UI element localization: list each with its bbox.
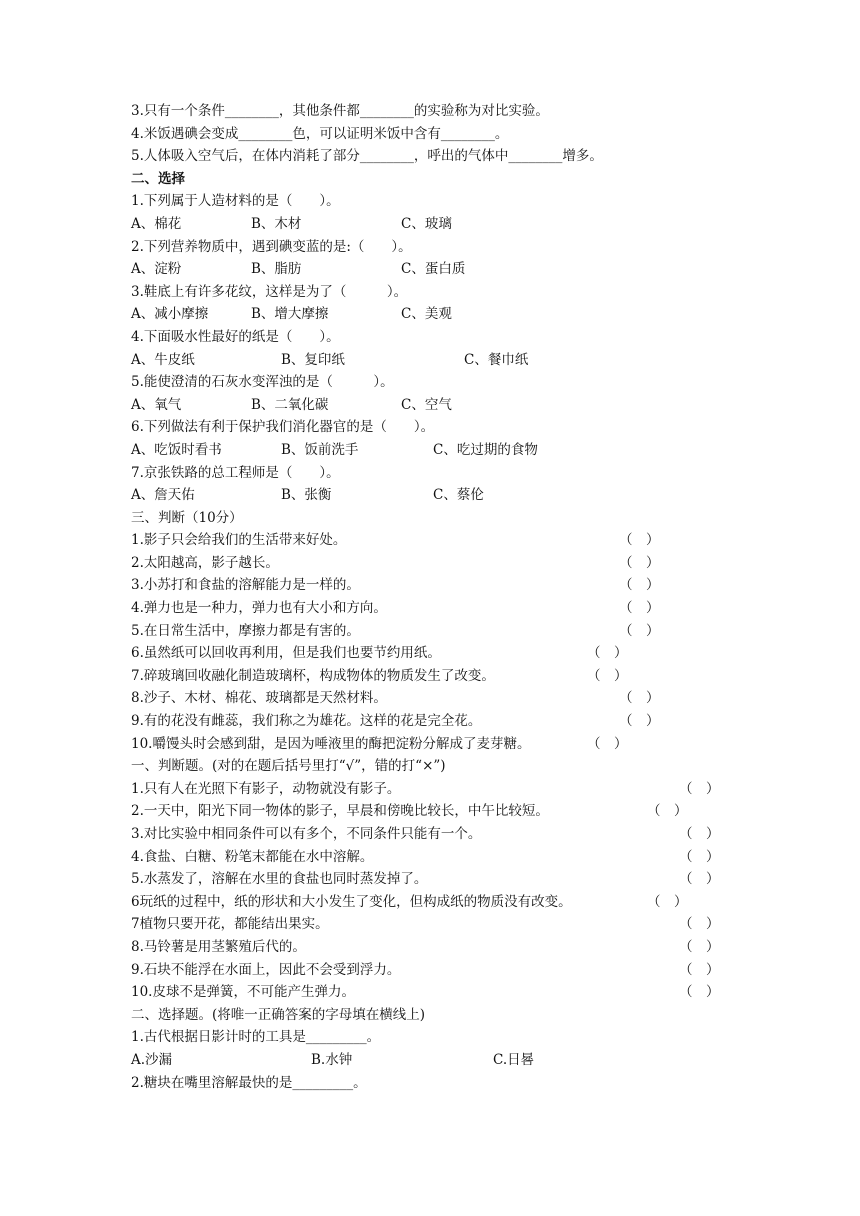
answer-parentheses: （ ） <box>679 984 720 1001</box>
choice2-question-1: 1.古代根据日影计时的工具是_________。 <box>131 1029 381 1046</box>
judge2-item-5 <box>131 868 751 891</box>
judge2-item-1 <box>131 778 751 801</box>
option-b: B、二氧化碳 <box>251 396 329 413</box>
option-a: A.沙漏 <box>131 1051 173 1068</box>
judge-item-9 <box>131 710 751 733</box>
judge2-item-10 <box>131 981 751 1004</box>
choice-question-1: 1.下列属于人造材料的是（ ）。 <box>131 193 340 210</box>
choice-options-3 <box>131 303 751 326</box>
judge-item-5 <box>131 620 751 643</box>
choice-question-5: 5.能使澄清的石灰水变浑浊的是（ ）。 <box>131 374 394 391</box>
option-a: A、吃饭时看书 <box>131 441 222 458</box>
answer-parentheses: （ ） <box>619 690 660 707</box>
option-a: A、棉花 <box>131 215 182 232</box>
judge-text: 9.石块不能浮在水面上，因此不会受到浮力。 <box>131 961 401 978</box>
fill-question-3: 3.只有一个条件________，其他条件都________的实验称为对比实验。 <box>131 103 549 119</box>
option-b: B、张衡 <box>281 487 332 504</box>
judge-text: 1.影子只会给我们的生活带来好处。 <box>131 532 347 549</box>
judge-item-7 <box>131 665 751 688</box>
section-title-choice-2: 二、选择题。(将唯一正确答案的字母填在横线上) <box>131 1006 426 1023</box>
worksheet <box>131 100 751 1094</box>
judge-item-4 <box>131 597 751 620</box>
choice-options-5 <box>131 394 751 417</box>
answer-parentheses: （ ） <box>587 667 628 684</box>
choice2-options-1 <box>131 1049 751 1072</box>
choice-options-1 <box>131 213 751 236</box>
judge2-item-6 <box>131 891 751 914</box>
option-a: A、氧气 <box>131 396 182 413</box>
answer-parentheses: （ ） <box>619 600 660 617</box>
judge-item-2 <box>131 552 751 575</box>
answer-parentheses: （ ） <box>647 803 688 820</box>
choice-options-6 <box>131 439 751 462</box>
option-b: B、复印纸 <box>281 351 345 368</box>
judge-item-10 <box>131 733 751 756</box>
judge-text: 6玩纸的过程中，纸的形状和大小发生了变化，但构成纸的物质没有改变。 <box>131 893 572 910</box>
judge-text: 4.食盐、白糖、粉笔末都能在水中溶解。 <box>131 848 374 865</box>
answer-parentheses: （ ） <box>679 938 720 955</box>
answer-parentheses: （ ） <box>679 871 720 888</box>
choice-question-4: 4.下面吸水性最好的纸是（ ）。 <box>131 328 340 345</box>
judge2-item-8 <box>131 936 751 959</box>
choice-question-2: 2.下列营养物质中，遇到碘变蓝的是:（ ）。 <box>131 238 412 255</box>
fill-question-4: 4.米饭遇碘会变成________色，可以证明米饭中含有________。 <box>131 125 509 142</box>
answer-parentheses: （ ） <box>587 645 628 662</box>
answer-parentheses: （ ） <box>679 826 720 842</box>
judge-text: 5.在日常生活中，摩擦力都是有害的。 <box>131 622 360 639</box>
option-c: C、蔡伦 <box>433 487 484 504</box>
judge2-item-2 <box>131 800 751 823</box>
judge2-item-9 <box>131 959 751 982</box>
option-a: A、减小摩擦 <box>131 306 209 323</box>
judge-text: 4.弹力也是一种力，弹力也有大小和方向。 <box>131 600 387 617</box>
answer-parentheses: （ ） <box>647 893 688 910</box>
answer-parentheses: （ ） <box>619 622 660 639</box>
judge-text: 6.虽然纸可以回收再利用，但是我们也要节约用纸。 <box>131 645 441 662</box>
judge-text: 9.有的花没有雌蕊，我们称之为雄花。这样的花是完全花。 <box>131 713 482 730</box>
answer-parentheses: （ ） <box>619 713 660 730</box>
judge-text: 3.小苏打和食盐的溶解能力是一样的。 <box>131 577 360 594</box>
fill-question-5: 5.人体吸入空气后，在体内消耗了部分________，呼出的气体中________增多。 <box>131 148 603 165</box>
answer-parentheses: （ ） <box>679 961 720 978</box>
choice2-question-2: 2.糖块在嘴里溶解最快的是_________。 <box>131 1074 367 1091</box>
option-c: C、蛋白质 <box>401 261 466 278</box>
judge-text: 8.沙子、木材、棉花、玻璃都是天然材料。 <box>131 690 387 707</box>
section-title-judge: 三、判断（10分） <box>131 509 243 526</box>
choice-options-7 <box>131 484 751 507</box>
section-title-judge-2: 一、判断题。(对的在题后括号里打“√”，错的打“×”) <box>131 758 446 775</box>
option-a: A、牛皮纸 <box>131 351 195 368</box>
judge-text: 10.嚼馒头时会感到甜，是因为唾液里的酶把淀粉分解成了麦芽糖。 <box>131 735 531 752</box>
option-b: B、增大摩擦 <box>251 306 329 323</box>
answer-parentheses: （ ） <box>679 848 720 865</box>
option-c: C、玻璃 <box>401 215 452 232</box>
answer-parentheses: （ ） <box>619 577 660 594</box>
choice-options-4 <box>131 349 751 372</box>
judge-text: 2.一天中，阳光下同一物体的影子，早晨和傍晚比较长，中午比较短。 <box>131 803 549 820</box>
judge-item-6 <box>131 642 751 665</box>
judge-text: 1.只有人在光照下有影子，动物就没有影子。 <box>131 780 401 797</box>
choice-question-7: 7.京张铁路的总工程师是（ ）。 <box>131 464 340 481</box>
judge-item-3 <box>131 574 751 597</box>
judge-text: 2.太阳越高，影子越长。 <box>131 554 279 571</box>
judge-text: 3.对比实验中相同条件可以有多个，不同条件只能有一个。 <box>131 826 482 842</box>
option-c: C、美观 <box>401 306 452 323</box>
option-c: C、吃过期的食物 <box>433 441 538 458</box>
option-c: C、餐巾纸 <box>464 351 529 368</box>
judge2-item-3 <box>131 823 751 846</box>
judge-item-8 <box>131 687 751 710</box>
judge-item-1 <box>131 529 751 552</box>
option-b: B、饭前洗手 <box>281 441 359 458</box>
judge2-item-4 <box>131 846 751 869</box>
option-b: B、木材 <box>251 215 302 232</box>
judge-text: 8.马铃薯是用茎繁殖后代的。 <box>131 938 306 955</box>
option-c: C、空气 <box>401 396 452 413</box>
choice-question-6: 6.下列做法有利于保护我们消化器官的是（ ）。 <box>131 419 435 436</box>
choice-options-2 <box>131 258 751 281</box>
option-b: B.水钟 <box>311 1051 353 1068</box>
judge2-item-7 <box>131 913 751 936</box>
answer-parentheses: （ ） <box>619 554 660 571</box>
option-c: C.日晷 <box>493 1051 535 1068</box>
answer-parentheses: （ ） <box>619 532 660 549</box>
option-b: B、脂肪 <box>251 261 302 278</box>
answer-parentheses: （ ） <box>679 916 720 933</box>
judge-text: 7植物只要开花，都能结出果实。 <box>131 916 329 933</box>
judge-text: 10.皮球不是弹簧，不可能产生弹力。 <box>131 984 355 1001</box>
answer-parentheses: （ ） <box>679 780 720 797</box>
judge-text: 5.水蒸发了，溶解在水里的食盐也同时蒸发掉了。 <box>131 871 428 888</box>
option-a: A、詹天佑 <box>131 487 195 504</box>
option-a: A、淀粉 <box>131 261 182 278</box>
choice-question-3: 3.鞋底上有许多花纹，这样是为了（ ）。 <box>131 283 408 300</box>
judge-text: 7.碎玻璃回收融化制造玻璃杯，构成物体的物质发生了改变。 <box>131 667 495 684</box>
section-title-choice: 二、选择 <box>131 170 185 187</box>
answer-parentheses: （ ） <box>587 735 628 752</box>
